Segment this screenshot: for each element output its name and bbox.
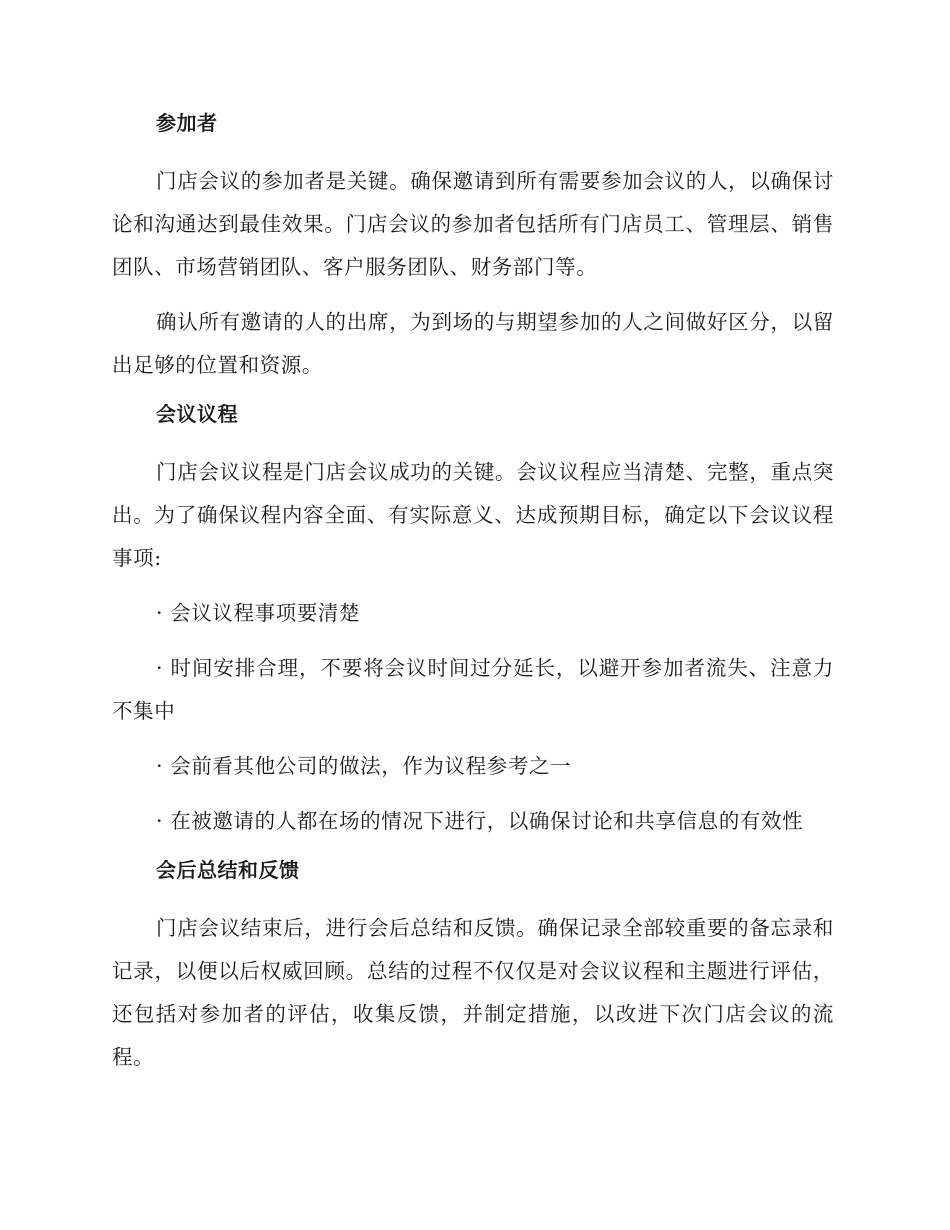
paragraph: 门店会议的参加者是关键。确保邀请到所有需要参加会议的人，以确保讨论和沟通达到最佳效果。门店会议的参加者包括所有门店员工、管理层、销售团队、市场营销团队、客户服务团队、财务部门等。 bbox=[112, 169, 834, 279]
section-heading-summary: 会后总结和反馈 bbox=[156, 858, 300, 882]
section-heading-agenda: 会议议程 bbox=[156, 402, 238, 426]
paragraph: 确认所有邀请的人的出席，为到场的与期望参加的人之间做好区分，以留出足够的位置和资源。 bbox=[112, 310, 834, 377]
section-heading-attendees: 参加者 bbox=[156, 111, 218, 135]
document-page bbox=[112, 108, 834, 1091]
bullet-item: · 会议议程事项要清楚 bbox=[156, 601, 361, 625]
bullet-item: · 会前看其他公司的做法，作为议程参考之一 bbox=[156, 754, 572, 778]
bullet-item: · 时间安排合理，不要将会议时间过分延长，以避开参加者流失、注意力不集中 bbox=[112, 656, 834, 723]
paragraph: 门店会议结束后，进行会后总结和反馈。确保记录全部较重要的备忘录和记录，以便以后权威回顾。总结的过程不仅仅是对会议议程和主题进行评估，还包括对参加者的评估，收集反馈，并制定措施，以改进下次门店会议的流程。 bbox=[112, 916, 834, 1069]
bullet-item: · 在被邀请的人都在场的情况下进行，以确保讨论和共享信息的有效性 bbox=[156, 809, 804, 833]
paragraph: 门店会议议程是门店会议成功的关键。会议议程应当清楚、完整，重点突出。为了确保议程内容全面、有实际意义、达成预期目标，确定以下会议议程事项: bbox=[112, 460, 834, 570]
